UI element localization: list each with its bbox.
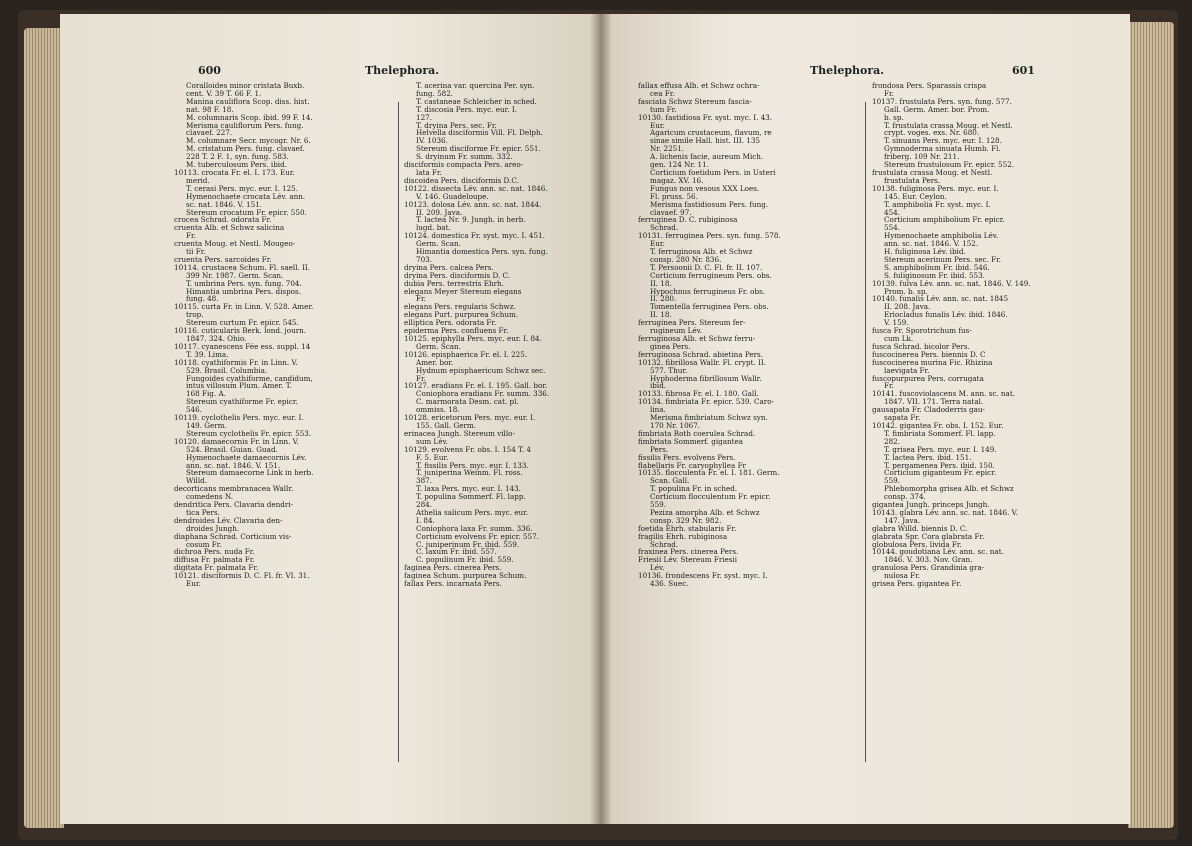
text-line: elegans Pers. regularis Schwz. [404,302,516,312]
text-line: Pers. [650,444,669,454]
text-line: ann. sc. nat. 1846. V. 151. [186,460,281,470]
text-line: II. 18. [650,310,672,320]
text-line: erinacea Jungh. Stereum villo- [404,428,515,438]
text-line: T. amphibolia Fr. syst. myc. I. [884,199,991,209]
text-line: 10130. fastidiosa Fr. syst. myc. I. 43. [638,112,773,122]
text-line: Himantia umbrina Pers. dispos. [186,286,301,296]
text-line: Nr. 2251. [650,144,685,154]
text-line: 559. [884,476,901,486]
text-line: 1846. V. 303. Nov. Gran. [884,555,973,565]
text-line: 554. [884,223,901,233]
text-line: T. Persoonii D. C. Fl. fr. II. 107. [650,262,763,272]
text-line: IV. 1036. [416,136,448,146]
text-line: Germ. Scan. [416,341,461,351]
text-line: 10123. dolosa Lév. ann. sc. nat. 1844. [404,199,542,209]
text-line: Fr. [884,88,894,98]
text-line: Schrad. [650,223,679,233]
text-line: comedens N. [186,492,233,502]
text-line: elegans Meyer Stereum elegans [404,286,522,296]
text-line: granulosa Pers. Grandinia gra- [872,563,985,573]
text-line: Corticium foetidum Pers. in Usteri [650,167,776,177]
text-line: T. fimbriata Sommerf. Fl. lapp. [884,428,996,438]
text-line: 10137. frustulata Pers. syn. fung. 577. [872,96,1012,106]
text-line: T. 39. Lima. [186,349,229,359]
text-line: T. fissilis Pers. myc. eur. I. 133. [416,460,529,470]
text-line: fuscopurpurea Pers. corrugata [872,373,984,383]
text-line: 10118. cyathiformis Fr. in Linn. V. [174,357,298,367]
text-line: 145. Eur. Ceylon. [884,191,947,201]
text-line: Corticium flocculentum Fr. epicr. [650,492,771,502]
text-line: nulosa Fr. [884,571,921,581]
text-line: T. lactea Nr. 9. Jungh. in herb. [416,215,526,225]
text-line: 454. [884,207,901,217]
text-line: Merisma cauliflorum Pers. fung. [186,120,304,130]
text-line: S. amphibolium Fr. ibid. 546. [884,262,990,272]
text-line: T. sinuans Pers. myc. eur. I. 128. [884,136,1002,146]
text-line: consp. 329 Nr. 982. [650,515,722,525]
text-line: lata Fr. [416,167,442,177]
text-line: C. populinum Fr. ibid. 559. [416,555,514,565]
text-line: Lév. [650,563,665,573]
text-line: flabellaris Fr. caryophyllea Fr [638,460,746,470]
text-line: Peziza amorpha Alb. et Schwz [650,507,760,517]
text-line: decorticans membranacea Wallr. [174,484,294,494]
text-line: rugineum Lév. [650,326,703,336]
text-line: 10127. eradians Fr. el. I. 195. Gall. bor. [404,381,548,391]
text-line: Agaricum crustaceum, flavum, re [650,128,772,138]
text-line: fallax Pers. incarnata Pers. [404,579,502,589]
text-line: 10132. fibrillosa Wallr. Fl. crypt. II. [638,357,767,367]
text-line: 703. [416,254,433,264]
text-line: crocea Schrad. odorata Fr. [174,215,272,225]
text-line: 149. Germ. [186,420,227,430]
text-line: ibid. [650,381,667,391]
left-column-rule [398,102,399,762]
text-line: 10122. dissecta Lév. ann. sc. nat. 1846. [404,183,548,193]
left-column-2 [404,82,549,588]
text-line: Eriocladus funalis Lév. ibid. 1846. [884,310,1008,320]
text-line: Fr. [416,294,426,304]
text-line: M. columnaris Scop. ibid. 99 F. 14. [186,112,313,122]
text-line: grisea Pers. gigantea Fr. [872,579,962,589]
text-line: foetida Ehrh. stabularis Fr. [638,523,737,533]
text-line: tii Fr. [186,247,206,257]
text-line: diaphana Schrad. Corticium vis- [174,531,292,541]
text-line: cent. V. 39 T. 66 F. 1. [186,88,262,98]
text-line: cum Lk. [884,334,914,343]
text-line: epiderma Pers. confluens Fr. [404,326,509,336]
text-line: Stereum disciforme Fr. epicr. 551. [416,144,541,154]
text-line: merid. [186,175,210,185]
text-line: M. tuberculosum Pers. ibid. [186,160,287,170]
text-line: Stereum cyclothelis Fr. epicr. 553. [186,428,312,438]
text-line: discoidea Pers. disciformis D.C. [404,175,519,185]
text-line: 168 Fig. A. [186,389,226,399]
text-line: glabra Willd. biennis D. C. [872,523,968,533]
text-line: Gymnoderma sinuata Humb. Fl. [884,144,1001,154]
text-line: lugd. bat. [416,223,451,233]
text-line: globulosa Pers. livida Fr. [872,539,962,549]
text-line: 10144. goudotiana Lév. ann. sc. nat. [872,547,1004,557]
text-line: b. sp. [884,112,904,122]
text-line: frondosa Pers. Sparassis crispa [872,81,987,90]
text-line: T. cerasi Pers. myc. eur. I. 125. [186,183,299,193]
text-line: Friesii Lév. Stereum Friesii [638,555,738,565]
text-line: T. grisea Pers. myc. eur. I. 149. [884,444,997,454]
text-line: Fr. [186,231,196,241]
text-line: 155. Gall. Germ. [416,420,477,430]
text-line: 546. [186,405,203,415]
text-line: 10113. crocata Fr. el. I. 173. Eur. [174,167,295,177]
text-line: magaz. XV. 16. [650,175,704,185]
text-line: T. frustulata crassa Moug. et Nestl. [884,120,1013,130]
text-line: Stereum cyathiforme Fr. epicr. [186,397,298,407]
text-line: Corticium amphibolium Fr. epicr. [884,215,1005,225]
text-line: S. fuliginosum Fr. ibid. 553. [884,270,985,280]
text-line: C. marmorata Desm. cat. pl. [416,397,519,407]
text-line: Eur. [650,239,665,249]
text-line: C. juniperinum Fr. ibid. 559. [416,539,520,549]
text-line: 10124. domestica Fr. syst. myc. I. 451. [404,231,545,241]
text-line: Fungoides cyathiforme, candidum, [186,373,313,383]
text-line: droides Jungh. [186,523,240,533]
text-line: II. 209. Java. [416,207,463,217]
text-line: 10135. flocculenta Fr. el. I. 181. Germ. [638,468,780,478]
text-line: Stereum curtum Fr. epicr. 545. [186,318,299,328]
text-line: Tomentella ferruginea Pers. obs. [650,302,769,312]
text-line: clavaef. 97. [650,207,692,217]
right-column-1 [638,82,781,588]
text-line: 10129. evolvens Fr. obs. I. 154 T. 4 [404,444,531,454]
text-line: Coniophora eradians Fr. summ. 336. [416,389,550,399]
text-line: 282. [884,436,901,446]
text-line: Athelia salicum Pers. myc. eur. [416,507,529,517]
text-line: T. dryina Pers. sec. Fr. [416,120,497,130]
text-line: sinae simile Hall. hist. III. 135 [650,136,760,146]
right-column-2 [872,82,1031,588]
text-line: Germ. Scan. [416,239,461,249]
text-line: Corticium evolvens Fr. epicr. 557. [416,531,539,541]
text-line: Fr. [416,373,426,383]
text-line: ferruginosa Alb. et Schwz ferru- [638,334,756,343]
text-line: consp. 280 Nr. 836. [650,254,722,264]
text-line: crypt. voges. exs. Nr. 680. [884,128,980,138]
text-line: Fungus non vesous XXX Loes. [650,183,760,193]
text-line: ommiss. 18. [416,405,460,415]
text-line: sapata Fr. [884,413,921,423]
text-line: intus villosum Plum. Amer. T. [186,381,292,391]
text-line: Hydnum episphaericum Schwz sec. [416,365,546,375]
text-line: 577. Thur. [650,365,688,375]
text-line: fraxinea Pers. cinerea Pers. [638,547,739,557]
text-line: Gall. Germ. Amer. bor. Prom. [884,104,990,114]
text-line: cruenta Pers. sarcoides Fr. [174,254,272,264]
text-line: ferruginea D. C. rubiginosa [638,215,738,225]
text-line: 10126. episphaerica Fr. el. I. 225. [404,349,528,359]
text-line: Amer. bor. [416,357,454,367]
text-line: 1847. VII. 171. Terra natal. [884,397,984,407]
text-line: Scan. Gall. [650,476,690,486]
text-line: faginea Pers. cinerea Pers. [404,563,502,573]
text-line: 10114. crustacea Schum. Fl. saell. II. [174,262,311,272]
text-line: dryina Pers. calcea Pers. [404,262,494,272]
text-line: consp. 374. [884,492,926,502]
text-line: fimbriata Roth coerulea Schrad. [638,428,756,438]
text-line: 10117. cyanescens Fée ess. suppl. 14 [174,341,311,351]
text-line: Corticium ferrugineum Pers. obs. [650,270,772,280]
text-line: II. 18. [650,278,672,288]
right-page-number: 601 [1012,64,1035,77]
text-line: dendroides Lév. Clavaria den- [174,515,283,525]
right-running-head: Thelephora. [810,64,885,77]
text-line: V. 146. Guadeloupe. [416,191,489,201]
text-line: 127. [416,112,433,122]
left-page-number: 600 [198,64,221,77]
text-line: Phlebomorpha grisea Alb. et Schwz [884,484,1014,494]
text-line: ann. sc. nat. 1846. V. 152. [884,239,979,249]
text-line: elegans Purt. purpurea Schum. [404,310,519,320]
text-line: M. columnare Secr. mycogr. Nr. 6. [186,136,311,146]
text-line: 10116. cuticularis Berk. lond. journ. [174,326,307,336]
text-line: 10142. gigantea Fr. obs. I. 152. Eur. [872,420,1004,430]
text-line: Hymenochaete crocata Lév. ann. [186,191,306,201]
text-line: Coniophora laxa Fr. summ. 336. [416,523,533,533]
text-line: 10128. ericetorum Pers. myc. eur. I. [404,413,536,423]
text-line: clavaef. 227. [186,128,233,138]
text-line: 10120. damaecornis Fr. in Linn. V. [174,436,299,446]
text-line: fusca Schrad. bicolor Pers. [872,341,970,351]
text-line: 10115. curta Fr. in Linn. V. 528. Amer. [174,302,314,312]
text-line: 10136. frondescens Fr. syst. myc. I. [638,571,768,581]
right-page-edges [1128,22,1174,828]
text-line: 10133. fibrosa Fr. el. I. 180. Gall. [638,389,759,399]
text-line: 524. Brasil. Guian. Guad. [186,444,278,454]
text-line: sum Lév. [416,436,448,446]
text-line: Himantia domestica Pers. syn. fung. [416,247,548,257]
text-line: tum Fr. [650,104,677,114]
text-line: diffusa Fr. palmata Fr. [174,555,255,565]
text-line: fissilis Pers. evolvens Pers. [638,452,736,462]
text-line: Stereum damaecorne Link in herb. [186,468,314,478]
book-gutter [590,14,612,824]
text-line: Fr. [884,381,894,391]
text-line: fung. 48. [186,294,219,304]
text-line: nat. 98 F. 18. [186,104,234,114]
text-line: cea Fr. [650,88,675,98]
text-line: 1847. 324. Ohio. [186,334,247,343]
text-line: 10131. ferruginea Pers. syn. fung. 578. [638,231,781,241]
text-line: tica Pers. [186,507,220,517]
text-line: Stereum frustulosum Fr. epicr. 552. [884,160,1015,170]
text-line: Stereum crocatum Fr. epicr. 550. [186,207,307,217]
text-line: 10119. cyclothelis Pers. myc. eur. I. [174,413,304,423]
left-running-head: Thelephora. [365,64,440,77]
text-line: T. ferruginosa Alb. et Schwz [650,247,753,257]
text-line: trop. [186,310,204,320]
text-line: I. 84. [416,515,435,525]
text-line: friberg. 109 Nr. 211. [884,152,960,162]
text-line: disciformis compacta Pers. areo- [404,160,524,170]
text-line: Hymenochaete damaecornis Lév. [186,452,307,462]
text-line: glabrata Spr. Cora glabrata Fr. [872,531,985,541]
text-line: T. discosia Pers. myc. eur. I. [416,104,517,114]
text-line: 10140. funalis Lév. ann. sc. nat. 1845 [872,294,1009,304]
right-page [600,14,1130,824]
text-line: Coralloides minor cristata Buxb. [186,81,305,90]
text-line: ginea Pers. [650,341,691,351]
text-line: II. 208. Java. [884,302,931,312]
text-line: Hyphoderma fibrillosum Wallr. [650,373,762,383]
text-line: 170 Nr. 1067. [650,420,701,430]
text-line: fuscocinerea Pers. biennis D. C [872,349,986,359]
text-line: Merisma fimbriatum Schwz syn. [650,413,768,423]
text-line: H. fuliginosa Lév. ibid. [884,247,966,257]
text-line: Manina cauliflora Scop. diss. hist. [186,96,310,106]
right-column-rule [865,102,866,762]
text-line: fallax effusa Alb. et Schwz ochra- [638,81,760,90]
left-column-1 [174,82,313,588]
text-line: Stereum acerinum Pers. sec. Fr. [884,254,1002,264]
text-line: Merisma fastidiosum Pers. fung. [650,199,769,209]
text-line: Willd. [186,476,208,486]
text-line: sc. nat. 1846. V. 151. [186,199,263,209]
text-line: ferruginea Pers. Stereum fer- [638,318,746,328]
text-line: dryina Pers. disciformis D. C. [404,270,511,280]
text-line: Prom. b. sp. [884,286,928,296]
text-line: 10143. glabra Lév. ann. sc. nat. 1846. V. [872,507,1018,517]
left-page [60,14,600,824]
text-line: 10141. fuscoviolascens M. ann. sc. nat. [872,389,1016,399]
text-line: lina. [650,405,666,415]
text-line: 284. [416,500,433,510]
text-line: 529. Brasil. Columbia. [186,365,268,375]
text-line: T. lactea Pers. ibid. 151. [884,452,972,462]
text-line: 10138. fuliginosa Pers. myc. eur. I. [872,183,999,193]
text-line: fimbriata Sommerf. gigantea [638,436,744,446]
text-line: digitata Fr. palmata Fr. [174,563,259,573]
text-line: Hypochnus ferrugineus Fr. obs. [650,286,766,296]
text-line: Fl. pruss. 56. [650,191,698,201]
text-line: T. laxa Pers. myc. eur. I. 143. [416,484,521,494]
text-line: Eur. [650,120,665,130]
text-line: II. 280. [650,294,677,304]
text-line: V. 159. [884,318,909,328]
text-line: 10139. fulva Lév. ann. sc. nat. 1846. V. 149. [872,278,1031,288]
text-line: 399 Nr. 1987. Germ. Scan. [186,270,284,280]
text-line: 228 T. 2 F. 1, syn. fung. 583. [186,152,289,162]
text-line: T. castaneae Schleicher in sched. [416,96,537,106]
text-line: gausapata Fr. Cladoderris gau- [872,405,985,415]
text-line: cruenta Moug. et Nestl. Mougeo- [174,239,296,249]
text-line: A. lichenis facie, aureum Mich. [650,152,764,162]
text-line: T. umbrina Pers. syn. fung. 704. [186,278,302,288]
text-line: M. cristatum Pers. fung. clavaef. [186,144,305,154]
text-line: Corticium giganteum Fr. epicr. [884,468,997,478]
text-line: frustulata Pers. [884,175,941,185]
text-line: 436. Suec. [650,579,689,589]
text-line: Hymenochaete amphibolia Lév. [884,231,999,241]
text-line: T. juniperina Weinm. Fl. ross. [416,468,523,478]
text-line: T. acerina var. quercina Per. syn. [416,81,535,90]
text-line: T. populina Fr. in sched. [650,484,738,494]
text-line: cruenta Alb. et Schwz salicina [174,223,285,233]
text-line: 147. Java. [884,515,921,525]
text-line: gen. 124 Nr. 11. [650,160,709,170]
text-line: elliptica Pers. odorata Fr. [404,318,497,328]
text-line: Helvella disciformis Vill. Fl. Delph. [416,128,543,138]
text-line: T. pergamenea Pers. ibid. 150. [884,460,995,470]
text-line: C. laxum Fr. ibid. 557. [416,547,497,557]
left-page-edges [24,28,64,828]
text-line: 559. [650,500,667,510]
text-line: S. dryinum Fr. summ. 332. [416,152,513,162]
text-line: fragilis Ehrh. rubiginosa [638,531,728,541]
text-line: 10134. fimbriata Fr. epicr. 539. Caro- [638,397,774,407]
text-line: fung. 582. [416,88,454,98]
text-line: frustulata crassa Moug. et Nestl. [872,167,993,177]
text-line: laevigata Fr. [884,365,930,375]
text-line: 387. [416,476,433,486]
text-line: Schrad. [650,539,679,549]
text-line: Eur. [186,579,201,589]
text-line: F. 5. Eur. [416,452,449,462]
text-line: ferruginosa Schrad. abietina Pers. [638,349,763,359]
text-line: fusca Fr. Sporotrichum fus- [872,326,972,336]
text-line: fasciata Schwz Stereum fascia- [638,96,752,106]
text-line: dichroa Pers. nuda Fr. [174,547,255,557]
text-line: 10125. epiphylla Pers. myc. eur. I. 84. [404,334,542,343]
text-line: faginea Schum. purpurea Schum. [404,571,527,581]
text-line: gigantea Jungh. princeps Jungh. [872,500,990,510]
text-line: dubia Pers. terrestris Ehrh. [404,278,504,288]
text-line: T. populina Sommerf. Fl. lapp. [416,492,526,502]
text-line: cosum Fr. [186,539,222,549]
text-line: 10121. disciformis D. C. Fl. fr. VI. 31. [174,571,310,581]
text-line: fuscocinerea murina Fic. Rhizina [872,357,993,367]
text-line: dendritica Pers. Clavaria dendri- [174,500,294,510]
